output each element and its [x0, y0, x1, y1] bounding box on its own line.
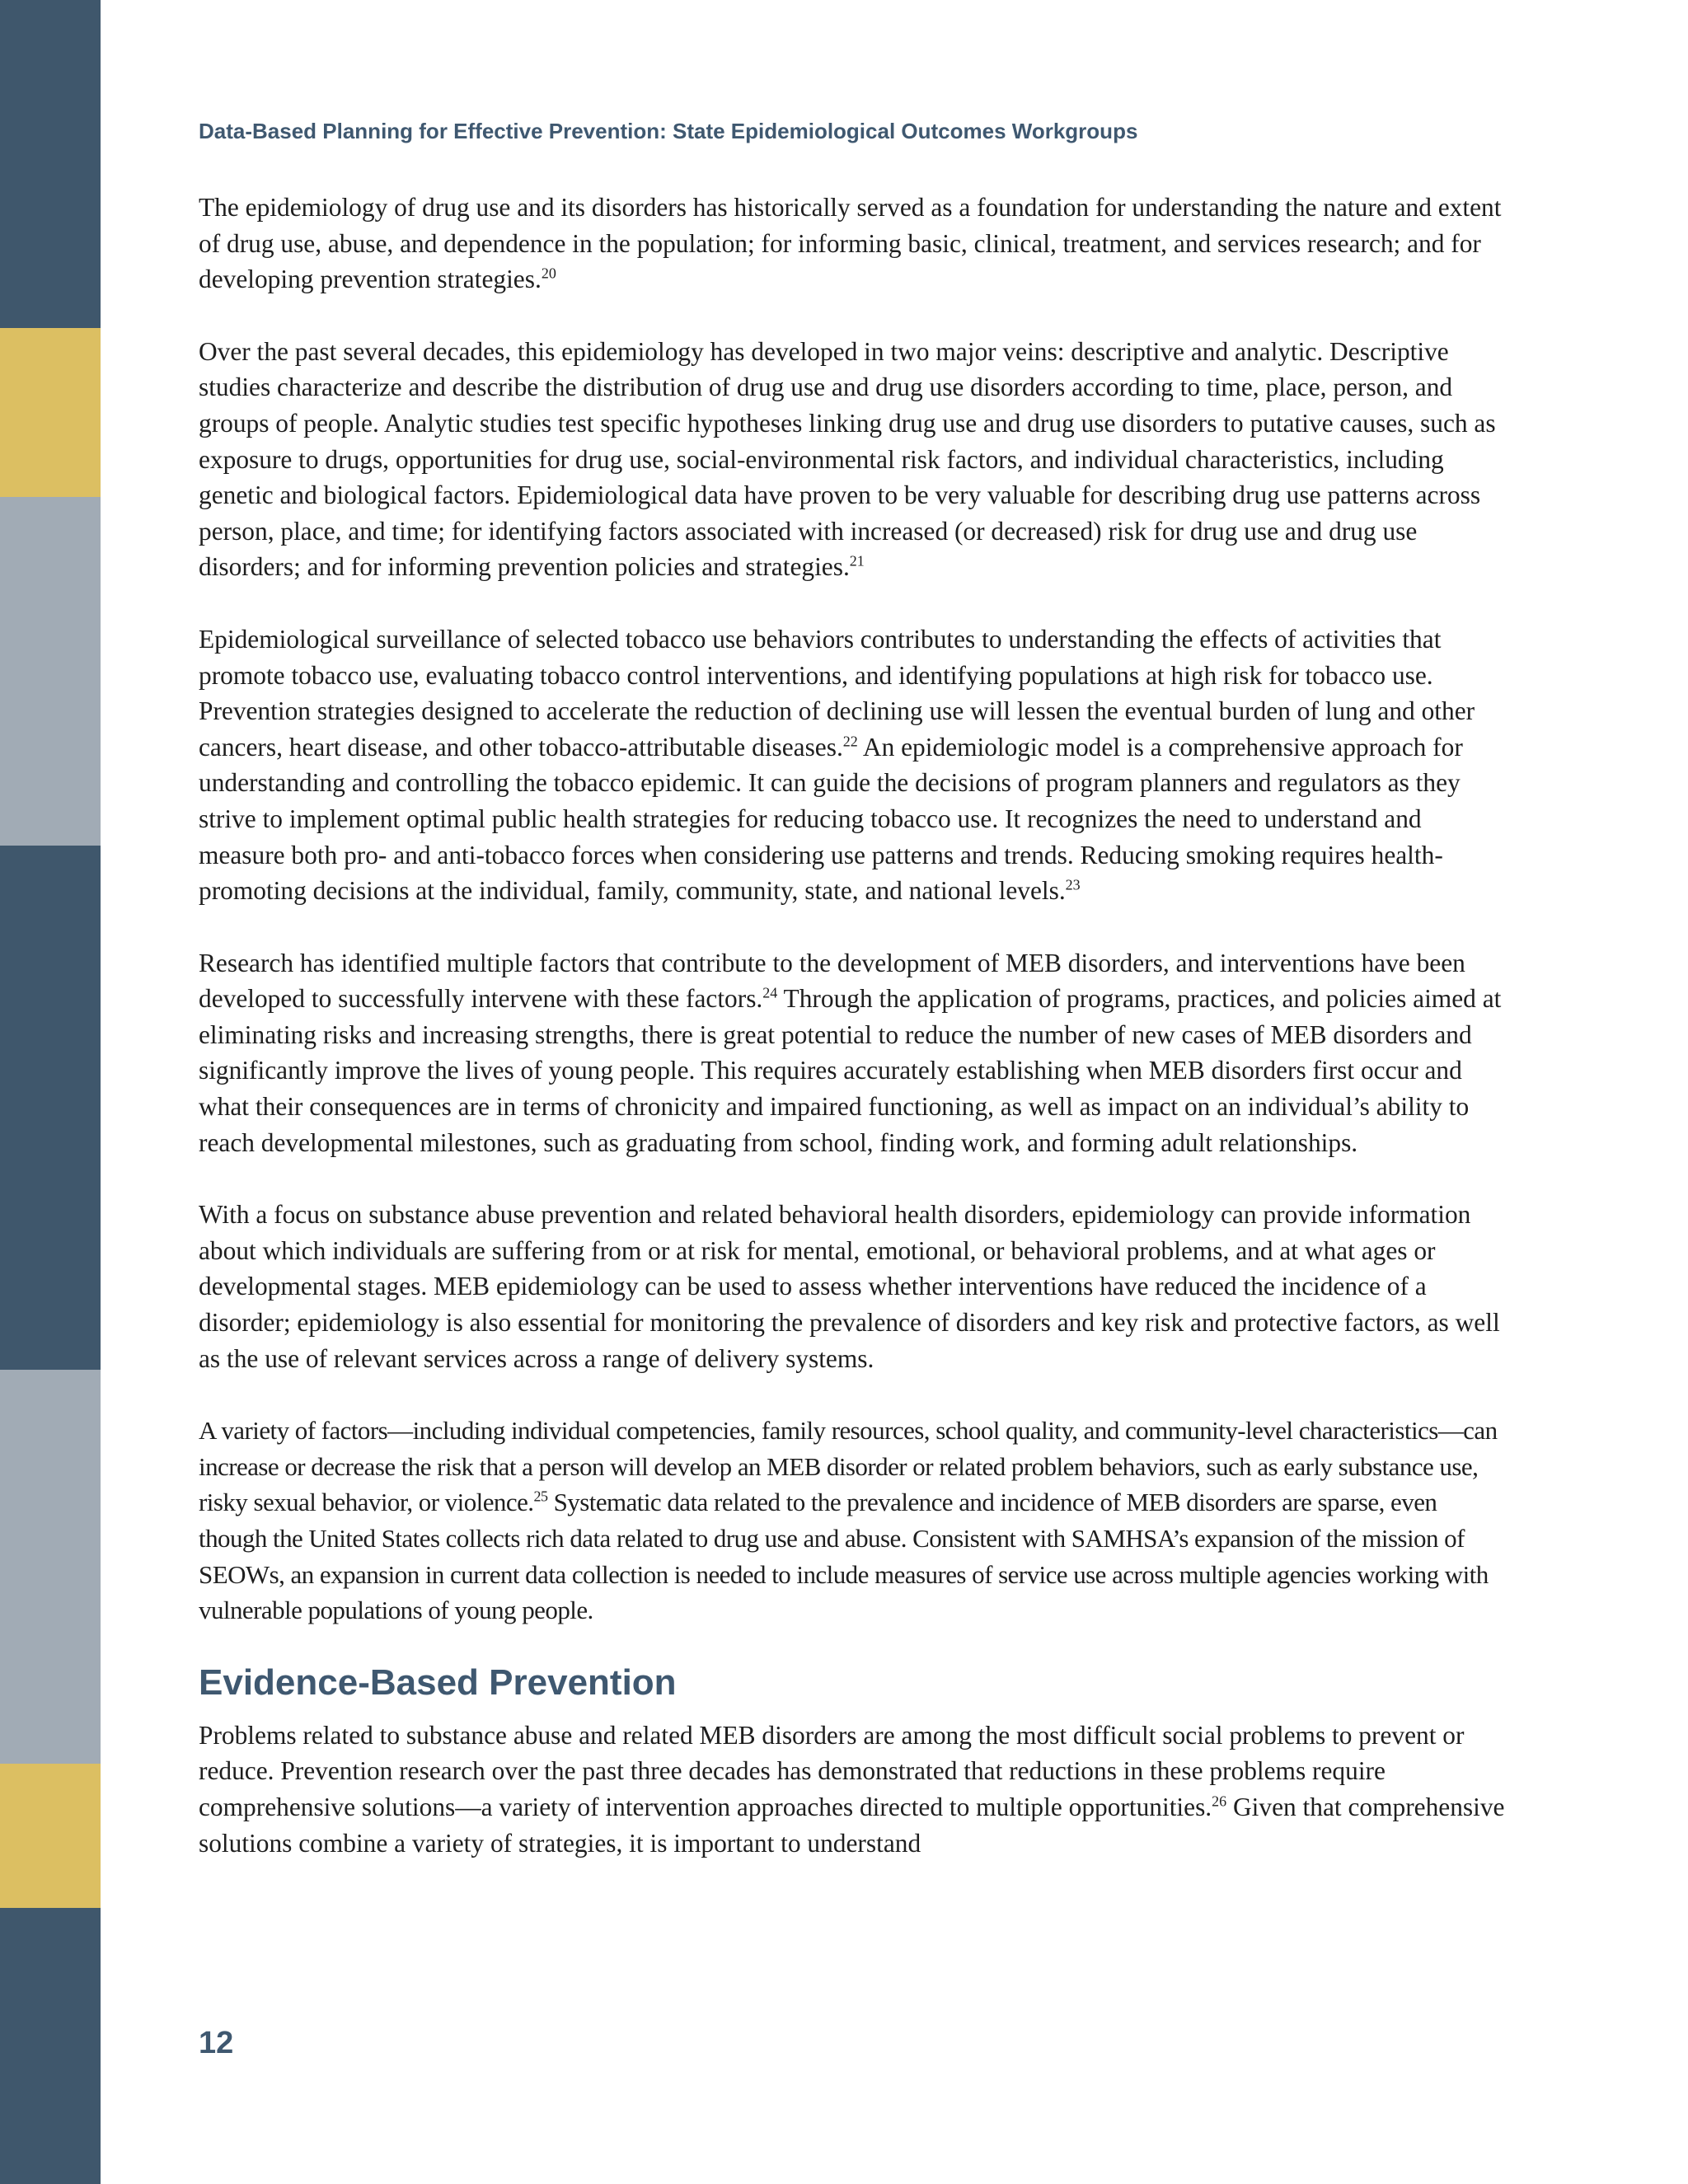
gold-block [0, 328, 101, 497]
paragraph-meb-research [199, 945, 1505, 1161]
paragraph-text: Through the application of programs, practices, and policies aimed at eliminating risks and increasing strengths, there is great potential to reduce the number of new cases of MEB disorders and significantly improve the lives of young people. This requires accurately establishing when MEB disorders first occur and what their consequences are in terms of chronicity and impaired functioning, as well as impact on an individual’s ability to reach developmental milestones, such as graduating from school, finding work, and forming adult relationships. [199, 984, 1502, 1157]
footnote-ref: 25 [533, 1488, 548, 1506]
footnote-ref: 20 [541, 265, 556, 282]
paragraph-descriptive-analytic [199, 334, 1505, 585]
paragraph-substance-abuse-focus [199, 1197, 1505, 1376]
paragraph-text: Over the past several decades, this epidemiology has developed in two major veins: descriptive and analytic. Descriptive studies characterize and describe the distribution of drug use and drug use disorders according to time, place, person, and groups of people. Analytic studies test specific hypotheses linking drug use and drug use disorders to putative causes, such as exposure to drugs, opportunities for drug use, social-environmental risk factors, and individual characteristics, including genetic and biological factors. Epidemiological data have proven to be very valuable for describing drug use patterns across person, place, and time; for identifying factors associated with increased (or decreased) risk for drug use and drug use disorders; and for informing prevention policies and strategies. [199, 336, 1496, 582]
gray-block [0, 497, 101, 846]
navy-block [0, 1908, 101, 2184]
paragraph-text: Research has identified multiple factors that contribute to the development of MEB disorders, and interventions have been developed to successfully intervene with these factors. [199, 948, 1465, 1014]
paragraph-evidence-based-prevention [199, 1718, 1505, 1861]
footnote-ref: 24 [762, 984, 778, 1001]
paragraph-text: The epidemiology of drug use and its disorders has historically served as a foundation for understanding the nature and extent of drug use, abuse, and dependence in the population; for informing basic, clinical, treatment, and services research; and for developing prevention strategies. [199, 193, 1502, 294]
paragraph-text: A variety of factors—including individual competencies, family resources, school quality, and community-level characteristics—can increase or decrease the risk that a person will develop an MEB disorder or related problem behaviors, such as early substance use, risky sexual behavior, or violence. [199, 1416, 1498, 1517]
footnote-ref: 23 [1065, 876, 1081, 893]
gray-block [0, 1370, 101, 1764]
section-heading: Evidence-Based Prevention [199, 1661, 677, 1703]
paragraph-text: Systematic data related to the prevalence and incidence of MEB disorders are sparse, even though the United States collects rich data related to drug use and abuse. Consistent with SAMHSA’s expansion of the mission of SEOWs, an expansion in current data collection is needed to include measures of service use across multiple agencies working with vulnerable populations of young people. [199, 1488, 1489, 1625]
paragraph-text: Problems related to substance abuse and related MEB disorders are among the most difficult social problems to prevent or reduce. Prevention research over the past three decades has demonstrated that reductions in these problems require comprehensive solutions—a variety of intervention approaches directed to multiple opportunities. [199, 1720, 1465, 1821]
footnote-ref: 26 [1212, 1793, 1227, 1810]
footnote-ref: 21 [849, 552, 865, 569]
decorative-side-bar [0, 0, 101, 2184]
paragraph-drug-epidemiology-foundation [199, 190, 1505, 298]
paragraph-text: Given that comprehensive solutions combine a variety of strategies, it is important to understand [199, 1792, 1505, 1858]
body-content [199, 190, 1505, 1897]
running-header-title: Data-Based Planning for Effective Prevention: State Epidemiological Outcomes Workgroups [199, 119, 1138, 143]
footnote-ref: 22 [842, 733, 858, 750]
paragraph-risk-factors [199, 1413, 1505, 1629]
page-number: 12 [199, 2026, 234, 2060]
paragraph-text: Epidemiological surveillance of selected tobacco use behaviors contributes to understanding the effects of activities that promote tobacco use, evaluating tobacco control interventions, and identifying populations at high risk for tobacco use. Prevention strategies designed to accelerate the reduction of declining use will lessen the eventual burden of lung and other cancers, heart disease, and other tobacco-attributable diseases. [199, 624, 1475, 762]
navy-block [0, 0, 101, 328]
gold-block [0, 1764, 101, 1908]
paragraph-text: With a focus on substance abuse prevention and related behavioral health disorders, epidemiology can provide information about which individuals are suffering from or at risk for mental, emotional, or behavioral problems, and at what ages or developmental stages. MEB epidemiology can be used to assess whether interventions have reduced the incidence of a disorder; epidemiology is also essential for monitoring the prevalence of disorders and key risk and protective factors, as well as the use of relevant services across a range of delivery systems. [199, 1200, 1500, 1373]
paragraph-text: An epidemiologic model is a comprehensive approach for understanding and controlling the tobacco epidemic. It can guide the decisions of program planners and regulators as they strive to implement optimal public health strategies for reducing tobacco use. It recognizes the need to understand and measure both pro- and anti-tobacco forces when considering use patterns and trends. Reducing smoking requires health-promoting decisions at the individual, family, community, state, and national levels. [199, 732, 1463, 906]
paragraph-tobacco-surveillance [199, 621, 1505, 909]
navy-block [0, 846, 101, 1370]
